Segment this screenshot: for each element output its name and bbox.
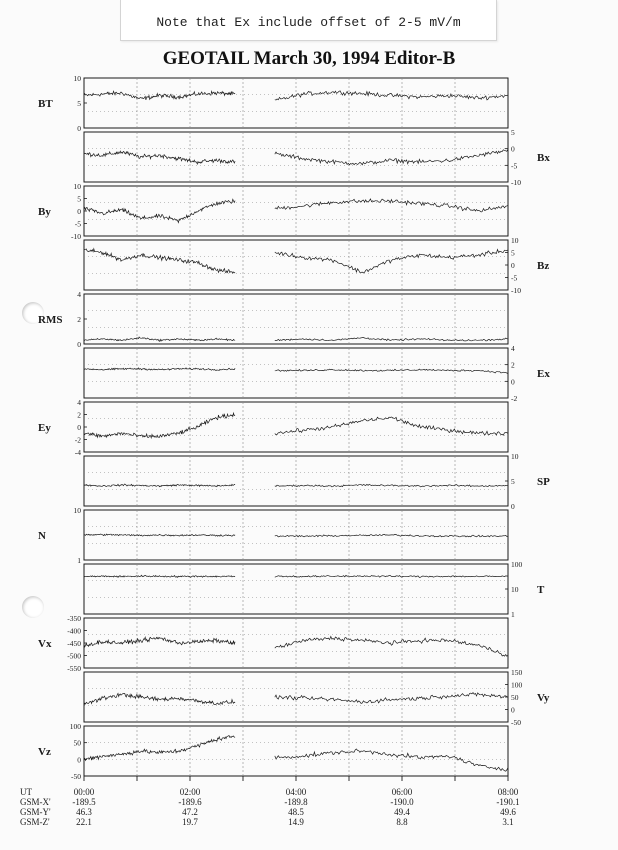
tick-label-vx: -450: [67, 639, 81, 648]
footer-value: 06:00: [391, 787, 413, 797]
tick-label-vy: 100: [511, 680, 523, 690]
tick-label-vz: -50: [71, 772, 81, 781]
tick-label-vy: 150: [511, 668, 523, 677]
footer-value: 48.5: [288, 807, 304, 817]
series-line-t-a: [84, 575, 235, 577]
footer-value: 47.2: [182, 807, 198, 817]
tick-label-vx: -350: [67, 614, 81, 623]
tick-label-ex: 4: [511, 344, 515, 353]
footer-value: -189.5: [72, 797, 96, 807]
tick-label-ey: -2: [74, 435, 81, 445]
tick-label-ey: 4: [77, 398, 81, 407]
footer-value: -190.1: [496, 797, 520, 807]
tick-label-by: 10: [73, 182, 81, 191]
footer-value: 00:00: [73, 787, 95, 797]
panel-label-rms: RMS: [38, 314, 63, 326]
tick-label-vx: -400: [67, 626, 81, 636]
series-line-by-b: [275, 199, 508, 212]
footer-value: 22.1: [76, 817, 92, 827]
tick-label-rms: 0: [77, 340, 81, 349]
series-line-sp-a: [84, 484, 235, 487]
tick-label-bz: 5: [511, 248, 515, 258]
tick-label-by: 5: [77, 194, 81, 204]
panel-label-sp: SP: [537, 476, 550, 488]
tick-label-bz: 10: [511, 236, 519, 245]
footer-value: 8.8: [396, 817, 408, 827]
tick-label-bx: -5: [511, 161, 518, 171]
panel-label-ey: Ey: [38, 422, 51, 434]
series-line-ey-b: [275, 417, 508, 435]
tick-label-bz: -5: [511, 273, 518, 283]
footer-value: -190.0: [390, 797, 414, 807]
tick-label-t: 1: [511, 610, 515, 619]
footer-value: 46.3: [76, 807, 92, 817]
tick-label-rms: 4: [77, 290, 81, 299]
series-line-rms-a: [84, 337, 235, 341]
tick-label-ex: 0: [511, 377, 515, 387]
footer-value: 49.6: [500, 807, 516, 817]
footer-value: 14.9: [288, 817, 304, 827]
series-line-bx-a: [84, 151, 235, 164]
tick-label-ex: 2: [511, 360, 515, 370]
tick-label-t: 10: [511, 585, 519, 594]
series-line-bx-b: [275, 149, 508, 165]
tick-label-ey: 0: [77, 423, 81, 432]
tick-label-t: 100: [511, 560, 523, 569]
footer-value: -189.8: [284, 797, 308, 807]
tick-label-bt: 10: [73, 74, 81, 83]
footer-row-label: GSM-Z': [20, 817, 50, 827]
series-line-ey-a: [84, 413, 235, 438]
series-line-rms-b: [275, 338, 508, 341]
panel-label-vz: Vz: [38, 746, 51, 758]
footer-value: 02:00: [179, 787, 201, 797]
tick-label-vx: -500: [67, 651, 81, 661]
tick-label-bx: 5: [511, 128, 515, 137]
tick-label-vz: 0: [77, 755, 81, 765]
series-line-ex-a: [84, 368, 235, 371]
tick-label-bz: 0: [511, 261, 515, 270]
tick-label-vy: 0: [511, 705, 515, 715]
tick-label-ey: 2: [77, 410, 81, 420]
scan-footer-strip: [0, 837, 618, 850]
panel-label-by: By: [38, 206, 51, 218]
tick-label-vy: -50: [511, 718, 521, 727]
footer-row-label: GSM-Y': [20, 807, 51, 817]
series-line-n-b: [275, 534, 508, 537]
tick-label-bt: 0: [77, 124, 81, 133]
tick-label-sp: 10: [511, 452, 519, 461]
series-line-vy-a: [84, 693, 235, 706]
panel-label-bx: Bx: [537, 152, 550, 164]
tick-label-vy: 50: [511, 693, 519, 702]
series-line-bz-a: [84, 249, 235, 273]
footer-value: 49.4: [394, 807, 410, 817]
tick-label-n: 1: [77, 556, 81, 565]
series-line-vx-b: [275, 636, 508, 656]
panel-label-t: T: [537, 584, 545, 596]
tick-label-ey: -4: [74, 448, 81, 457]
series-line-ex-b: [275, 369, 508, 373]
tick-label-by: -10: [71, 232, 81, 241]
footer-row-label: UT: [20, 787, 32, 797]
series-line-bt-b: [275, 91, 508, 100]
tick-label-ex: -2: [511, 394, 518, 403]
footer-value: 19.7: [182, 817, 198, 827]
footer-value: 3.1: [502, 817, 514, 827]
tick-label-vx: -550: [67, 664, 81, 673]
footer-row-label: GSM-X': [20, 797, 51, 807]
panel-label-vy: Vy: [537, 692, 550, 704]
tick-label-bt: 5: [77, 99, 81, 108]
panel-label-ex: Ex: [537, 368, 550, 380]
tick-label-rms: 2: [77, 315, 81, 324]
series-line-vz-b: [275, 749, 508, 771]
series-line-vz-a: [84, 736, 235, 761]
tick-label-bx: 0: [511, 144, 515, 154]
panel-label-n: N: [38, 530, 46, 542]
tick-label-by: -5: [74, 219, 81, 229]
series-line-bt-a: [84, 91, 235, 100]
series-line-vx-a: [84, 637, 235, 647]
series-line-t-b: [275, 575, 508, 577]
series-line-n-a: [84, 534, 235, 536]
panel-label-vx: Vx: [38, 638, 52, 650]
footer-value: -189.6: [178, 797, 202, 807]
tick-label-vz: 100: [69, 722, 81, 731]
tick-label-sp: 0: [511, 502, 515, 511]
series-line-vy-b: [275, 693, 508, 704]
tick-label-n: 10: [73, 506, 81, 515]
panel-label-bt: BT: [38, 98, 53, 110]
chart-title: GEOTAIL March 30, 1994 Editor-B: [162, 48, 456, 69]
series-line-sp-b: [275, 484, 508, 487]
tick-label-vz: 50: [73, 738, 81, 748]
tick-label-sp: 5: [511, 477, 515, 486]
panel-label-bz: Bz: [537, 260, 550, 272]
series-line-bz-b: [275, 250, 508, 273]
tick-label-bx: -10: [511, 178, 521, 187]
footer-value: 08:00: [497, 787, 519, 797]
tick-label-by: 0: [77, 207, 81, 216]
offset-note: Note that Ex include offset of 2-5 mV/m: [120, 0, 497, 41]
tick-label-bz: -10: [511, 286, 521, 295]
footer-value: 04:00: [285, 787, 307, 797]
